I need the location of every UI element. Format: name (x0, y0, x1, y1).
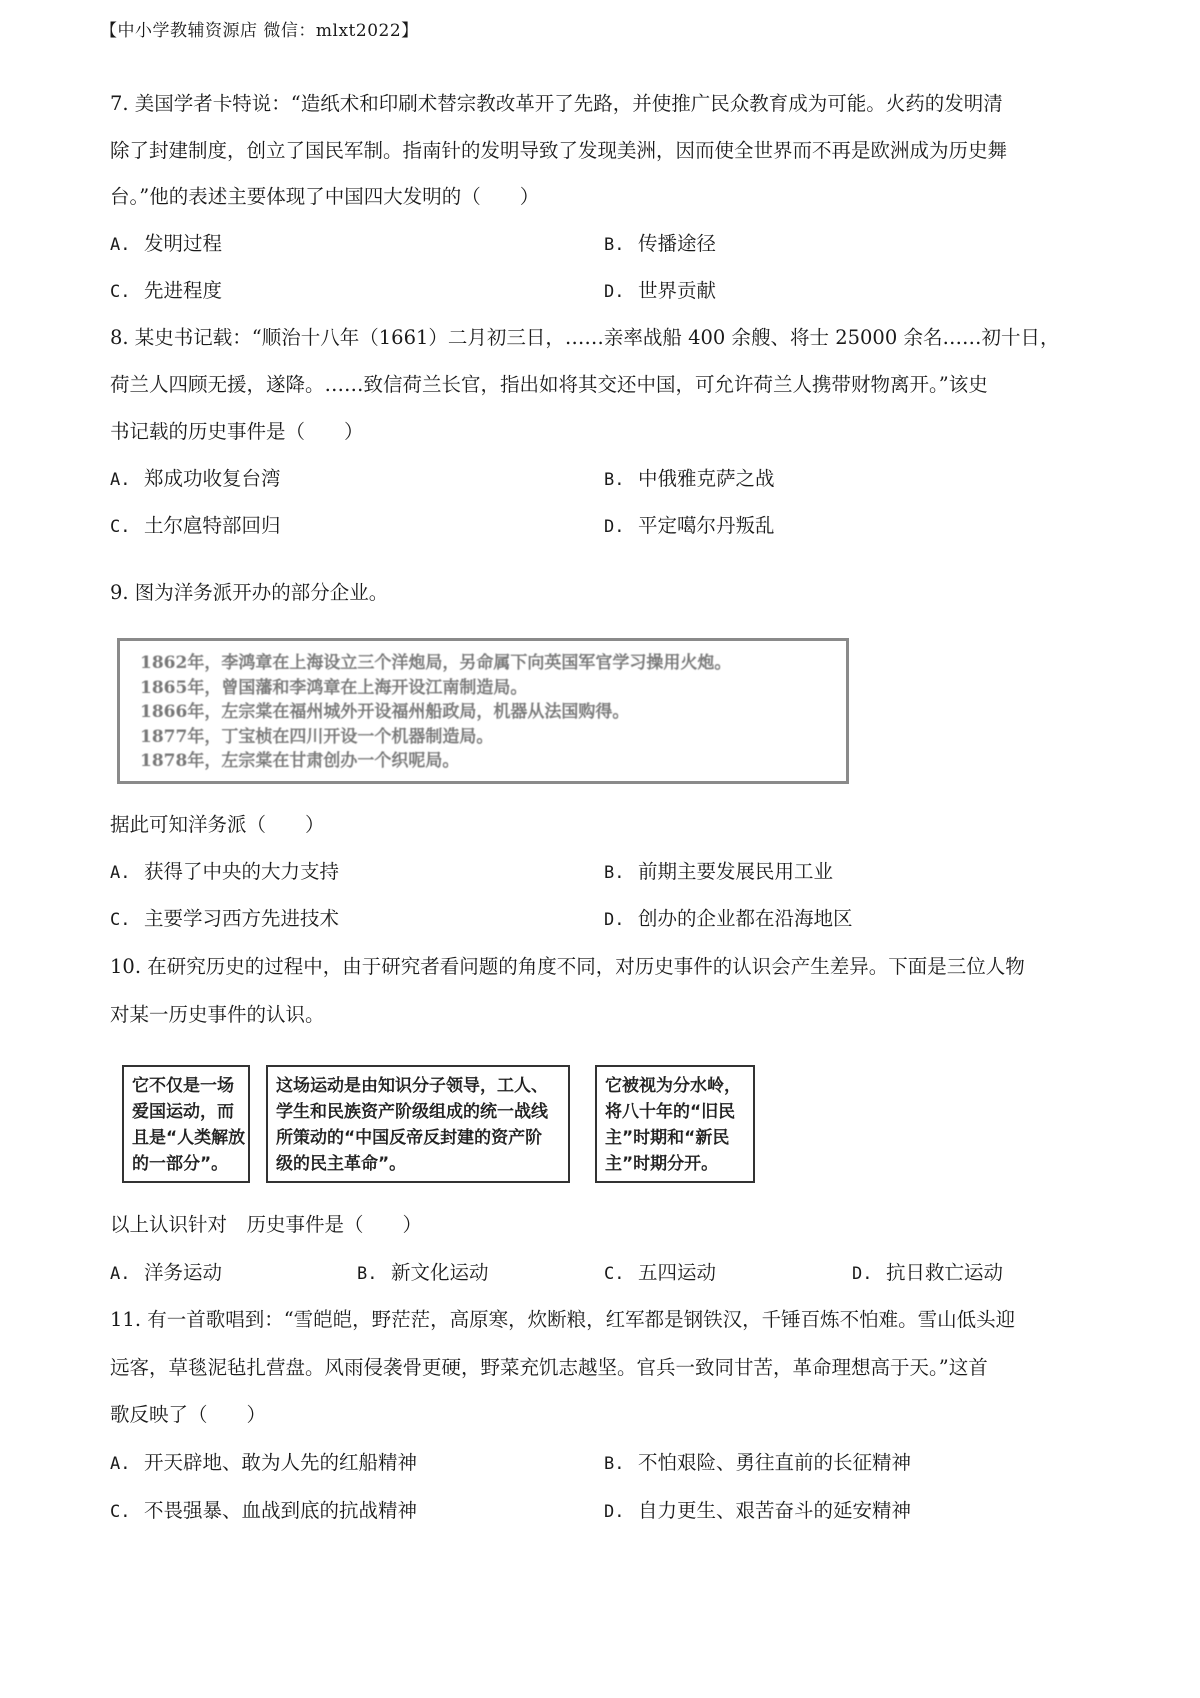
question-stem: 据此可知洋务派（ ） (110, 813, 325, 836)
option-c: C. 土尔扈特部回归 (110, 514, 281, 537)
question-line: 远客，草毯泥毡扎营盘。风雨侵袭骨更硬，野菜充饥志越坚。官兵一致同甘苦，革命理想高于天。”这首 (110, 1356, 988, 1379)
page-header: 【中小学教辅资源店 微信：mlxt2022】 (100, 21, 419, 41)
question-line: 10. 在研究历史的过程中，由于研究者看问题的角度不同，对历史事件的认识会产生差异。下面是三位人物 (110, 955, 1025, 978)
question-line: 11. 有一首歌唱到：“雪皑皑，野茫茫，高原寒，炊断粮，红军都是钢铁汉，千锤百炼不怕难。雪山低头迎 (110, 1308, 1016, 1331)
option-d: D. 抗日救亡运动 (852, 1261, 1004, 1284)
question-stem: 以上认识针对 历史事件是（ ） (110, 1213, 423, 1236)
option-a: A. 开天辟地、敢为人先的红船精神 (110, 1451, 418, 1474)
question-line: 7. 美国学者卡特说：“造纸术和印刷术替宗教改革开了先路，并使推广民众教育成为可能。火药的发明清 (110, 92, 1003, 115)
question-line: 歌反映了（ ） (110, 1403, 267, 1426)
question-line: 荷兰人四顾无援，遂降。……致信荷兰长官，指出如将其交还中国，可允许荷兰人携带财物离开。”该史 (110, 373, 988, 396)
table-row: 1878年，左宗棠在甘肃创办一个织呢局。 (140, 751, 460, 771)
option-d: D. 平定噶尔丹叛乱 (604, 514, 775, 537)
option-c: C. 不畏强暴、血战到底的抗战精神 (110, 1499, 418, 1522)
question-line: 8. 某史书记载：“顺治十八年（1661）二月初三日，……亲率战船 400 余艘、将士 25000 余名……初十日， (110, 326, 1060, 349)
option-a: A. 洋务运动 (110, 1261, 223, 1284)
enterprise-table-image (117, 638, 849, 784)
view-box-1: 它不仅是一场 爱国运动，而 且是“人类解放 的一部分”。 (122, 1065, 250, 1183)
question-line: 对某一历史事件的认识。 (110, 1003, 325, 1026)
option-c: C. 五四运动 (604, 1261, 717, 1284)
view-box-2: 这场运动是由知识分子领导，工人、 学生和民族资产阶级组成的统一战线 所策动的“中国反帝反封建的资产阶 级的民主革命”。 (266, 1065, 570, 1183)
question-line: 书记载的历史事件是（ ） (110, 420, 364, 443)
option-b: B. 新文化运动 (357, 1261, 489, 1284)
option-a: A. 郑成功收复台湾 (110, 467, 281, 490)
table-row: 1862年，李鸿章在上海设立三个洋炮局，另命属下向英国军官学习操用火炮。 (140, 653, 732, 673)
view-box-3: 它被视为分水岭， 将八十年的“旧民 主”时期和“新民 主”时期分开。 (595, 1065, 755, 1183)
option-b: B. 传播途径 (604, 232, 717, 255)
option-a: A. 发明过程 (110, 232, 223, 255)
table-row: 1877年，丁宝桢在四川开设一个机器制造局。 (140, 726, 494, 747)
option-b: B. 前期主要发展民用工业 (604, 860, 834, 883)
option-b: B. 中俄雅克萨之战 (604, 467, 775, 490)
option-b: B. 不怕艰险、勇往直前的长征精神 (604, 1451, 912, 1474)
question-line: 9. 图为洋务派开办的部分企业。 (110, 581, 389, 604)
option-d: D. 创办的企业都在沿海地区 (604, 907, 853, 930)
option-a: A. 获得了中央的大力支持 (110, 860, 340, 883)
question-line: 除了封建制度，创立了国民军制。指南针的发明导致了发现美洲，因而使全世界而不再是欧洲成为历史舞 (110, 139, 1008, 162)
option-d: D. 自力更生、艰苦奋斗的延安精神 (604, 1499, 912, 1522)
table-row: 1865年，曾国藩和李鸿章在上海开设江南制造局。 (140, 677, 528, 698)
option-c: C. 先进程度 (110, 279, 223, 302)
option-c: C. 主要学习西方先进技术 (110, 907, 340, 930)
table-row: 1866年，左宗棠在福州城外开设福州船政局，机器从法国购得。 (140, 702, 630, 722)
option-d: D. 世界贡献 (604, 279, 717, 302)
question-line: 台。”他的表述主要体现了中国四大发明的（ ） (110, 185, 540, 208)
